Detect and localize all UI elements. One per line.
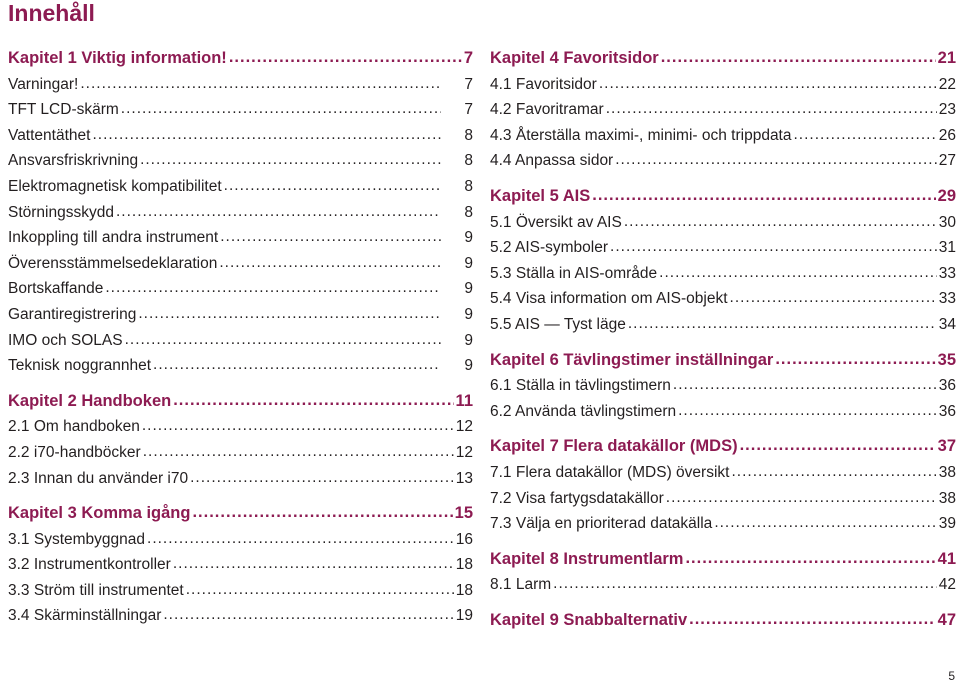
dot-leader — [219, 250, 441, 276]
dot-leader — [628, 311, 937, 337]
toc-entry[interactable] — [490, 312, 956, 338]
toc-entry-page: 18 — [455, 556, 473, 574]
toc-chapter-entry[interactable] — [490, 348, 956, 374]
toc-entry-page: 39 — [938, 515, 956, 533]
toc-entry-page: 23 — [938, 101, 956, 119]
dot-leader — [116, 199, 441, 225]
dot-leader — [714, 510, 936, 536]
dot-leader — [80, 71, 441, 97]
toc-entry[interactable] — [490, 148, 956, 174]
toc-chapter-entry[interactable] — [490, 46, 956, 72]
dot-leader — [731, 459, 936, 485]
toc-entry-page: 38 — [938, 489, 956, 507]
toc-entry-title: Kapitel 8 Instrumentlarm — [490, 549, 684, 568]
toc-entry-page: 8 — [464, 203, 473, 221]
dot-leader — [666, 485, 937, 511]
toc-entry-title: 2.2 i70-handböcker — [8, 443, 141, 461]
toc-entry-page: 18 — [455, 581, 473, 599]
toc-entry[interactable] — [8, 225, 473, 251]
toc-entry-page: 30 — [938, 213, 956, 231]
toc-entry-page: 21 — [937, 49, 956, 67]
toc-entry[interactable] — [490, 511, 956, 537]
dot-leader — [138, 301, 441, 327]
toc-entry[interactable] — [8, 148, 473, 174]
toc-entry-page: 8 — [464, 152, 473, 170]
toc-entry-title: 7.3 Välja en prioriterad datakälla — [490, 515, 713, 533]
toc-entry-title: 5.2 AIS-symboler — [490, 239, 609, 257]
toc-left-column — [8, 46, 473, 629]
toc-entry-page: 41 — [937, 549, 956, 568]
toc-entry-title: Varningar! — [8, 75, 79, 93]
toc-entry[interactable] — [8, 174, 473, 200]
dot-leader — [220, 224, 441, 250]
toc-entry[interactable] — [8, 251, 473, 277]
toc-entry-page: 9 — [464, 254, 473, 272]
toc-entry[interactable] — [8, 578, 473, 604]
toc-entry-title: 3.2 Instrumentkontroller — [8, 556, 171, 574]
toc-entry[interactable] — [8, 123, 473, 149]
dot-leader — [163, 602, 453, 628]
toc-entry-page: 9 — [464, 357, 473, 375]
toc-entry-title: 6.2 Använda tävlingstimern — [490, 402, 677, 420]
toc-entry-title: 3.3 Ström till instrumentet — [8, 581, 184, 599]
toc-entry[interactable] — [8, 414, 473, 440]
toc-entry-title: 7.2 Visa fartygsdatakällor — [490, 489, 664, 507]
dot-leader — [661, 45, 936, 71]
dot-leader — [624, 209, 937, 235]
toc-entry[interactable] — [490, 286, 956, 312]
toc-entry-title: Kapitel 5 AIS — [490, 186, 591, 205]
toc-entry-title: IMO och SOLAS — [8, 331, 123, 349]
toc-entry-page: 13 — [455, 469, 473, 487]
toc-entry[interactable] — [8, 527, 473, 553]
toc-entry[interactable] — [490, 97, 956, 123]
toc-entry-title: 4.2 Favoritramar — [490, 101, 604, 119]
toc-entry-page: 22 — [938, 75, 956, 93]
toc-right-column — [490, 46, 956, 633]
page-number: 5 — [948, 669, 955, 683]
toc-chapter-entry[interactable] — [8, 501, 473, 527]
toc-entry-title: Kapitel 6 Tävlingstimer inställningar — [490, 350, 774, 369]
dot-leader — [224, 173, 441, 199]
toc-entry[interactable] — [8, 353, 473, 379]
toc-chapter-entry[interactable] — [8, 389, 473, 415]
toc-entry-page: 9 — [464, 331, 473, 349]
toc-entry[interactable] — [490, 460, 956, 486]
toc-entry[interactable] — [8, 603, 473, 629]
toc-entry-page: 8 — [464, 177, 473, 195]
toc-chapter-entry[interactable] — [490, 184, 956, 210]
toc-chapter-entry[interactable] — [490, 608, 956, 634]
toc-entry-title: 3.1 Systembyggnad — [8, 530, 146, 548]
dot-leader — [192, 500, 452, 526]
dot-leader — [730, 285, 937, 311]
toc-entry-title: 4.4 Anpassa sidor — [490, 152, 614, 170]
dot-leader — [610, 234, 937, 260]
toc-entry-page: 35 — [937, 350, 956, 369]
dot-leader — [173, 551, 454, 577]
dot-leader — [153, 352, 441, 378]
toc-entry[interactable] — [490, 72, 956, 98]
toc-chapter-entry[interactable] — [490, 547, 956, 573]
toc-entry-page: 7 — [464, 101, 473, 119]
toc-entry-title: Ansvarsfriskrivning — [8, 152, 139, 170]
toc-entry-page: 33 — [938, 264, 956, 282]
dot-leader — [121, 96, 441, 122]
dot-leader — [592, 183, 935, 209]
dot-leader — [190, 465, 454, 491]
toc-entry-page: 47 — [937, 610, 956, 629]
dot-leader — [775, 347, 935, 373]
toc-entry-title: Bortskaffande — [8, 280, 104, 298]
toc-entry-page: 33 — [938, 290, 956, 308]
toc-entry-page: 8 — [464, 126, 473, 144]
dot-leader — [105, 275, 441, 301]
toc-entry[interactable] — [8, 552, 473, 578]
toc-entry-title: Teknisk noggrannhet — [8, 357, 152, 375]
dot-leader — [147, 526, 454, 552]
toc-entry-page: 29 — [937, 186, 956, 205]
dot-leader — [186, 577, 454, 603]
toc-entry[interactable] — [490, 572, 956, 598]
toc-entry-title: Kapitel 2 Handboken — [8, 391, 172, 410]
toc-entry-page: 36 — [938, 377, 956, 395]
toc-chapter-entry[interactable] — [490, 434, 956, 460]
toc-entry-title: Kapitel 1 Viktig information! — [8, 49, 227, 67]
toc-entry-title: TFT LCD-skärm — [8, 101, 119, 119]
toc-entry[interactable] — [490, 123, 956, 149]
dot-leader — [740, 433, 936, 459]
toc-entry-page: 27 — [938, 152, 956, 170]
toc-entry[interactable] — [490, 210, 956, 236]
toc-entry-page: 11 — [455, 391, 473, 410]
toc-entry-page: 15 — [454, 504, 473, 523]
toc-entry-title: Överensstämmelsedeklaration — [8, 254, 218, 272]
dot-leader — [125, 327, 441, 353]
toc-entry-title: Kapitel 9 Snabbalternativ — [490, 610, 688, 629]
dot-leader — [143, 439, 454, 465]
toc-entry[interactable] — [8, 72, 473, 98]
toc-entry-title: Kapitel 7 Flera datakällor (MDS) — [490, 437, 738, 456]
dot-leader — [689, 607, 936, 633]
dot-leader — [685, 546, 935, 572]
toc-entry[interactable] — [490, 261, 956, 287]
toc-entry[interactable] — [8, 466, 473, 492]
toc-entry[interactable] — [490, 235, 956, 261]
toc-entry-page: 34 — [938, 315, 956, 333]
toc-entry-title: 2.1 Om handboken — [8, 418, 140, 436]
toc-entry-page: 37 — [937, 437, 956, 456]
toc-entry-title: 5.5 AIS — Tyst läge — [490, 315, 626, 333]
toc-entry[interactable] — [8, 276, 473, 302]
dot-leader — [615, 147, 937, 173]
dot-leader — [553, 571, 937, 597]
toc-entry-page: 9 — [464, 280, 473, 298]
toc-entry-title: 7.1 Flera datakällor (MDS) översikt — [490, 463, 730, 481]
toc-entry[interactable] — [8, 328, 473, 354]
toc-entry-title: Elektromagnetisk kompatibilitet — [8, 177, 222, 195]
toc-entry-title: 3.4 Skärminställningar — [8, 607, 162, 625]
toc-entry-title: 6.1 Ställa in tävlingstimern — [490, 377, 671, 395]
toc-entry-page: 36 — [938, 402, 956, 420]
dot-leader — [606, 96, 937, 122]
toc-entry-title: Inkoppling till andra instrument — [8, 229, 219, 247]
toc-entry[interactable] — [490, 399, 956, 425]
toc-entry-title: 2.3 Innan du använder i70 — [8, 469, 189, 487]
toc-chapter-entry[interactable] — [8, 46, 473, 72]
toc-entry-title: 5.3 Ställa in AIS-område — [490, 264, 658, 282]
dot-leader — [794, 122, 937, 148]
toc-entry-page: 7 — [463, 49, 473, 67]
toc-entry-title: Kapitel 4 Favoritsidor — [490, 49, 659, 67]
toc-entry[interactable] — [8, 302, 473, 328]
toc-entry-title: 5.4 Visa information om AIS-objekt — [490, 290, 728, 308]
toc-entry-page: 19 — [455, 607, 473, 625]
toc-entry[interactable] — [490, 373, 956, 399]
toc-entry-page: 12 — [455, 443, 473, 461]
toc-entry-title: Garantiregistrering — [8, 305, 137, 323]
toc-entry[interactable] — [8, 97, 473, 123]
toc-entry-title: Kapitel 3 Komma igång — [8, 504, 191, 523]
toc-entry-title: Störningsskydd — [8, 203, 114, 221]
page-title: Innehåll — [8, 0, 95, 26]
toc-entry-page: 9 — [464, 305, 473, 323]
dot-leader — [659, 260, 937, 286]
toc-entry-title: 5.1 Översikt av AIS — [490, 213, 622, 231]
dot-leader — [678, 398, 937, 424]
dot-leader — [229, 45, 462, 71]
toc-entry-page: 9 — [464, 229, 473, 247]
toc-entry-page: 16 — [455, 530, 473, 548]
toc-entry-title: 4.1 Favoritsidor — [490, 75, 597, 93]
toc-entry-page: 31 — [938, 239, 956, 257]
toc-entry-page: 12 — [455, 418, 473, 436]
dot-leader — [173, 388, 453, 414]
toc-entry-page: 42 — [938, 576, 956, 594]
toc-entry[interactable] — [490, 486, 956, 512]
dot-leader — [92, 122, 441, 148]
dot-leader — [599, 71, 937, 97]
toc-entry-title: 4.3 Återställa maximi-, minimi- och trippdata — [490, 126, 792, 144]
dot-leader — [142, 413, 454, 439]
toc-entry-title: Vattentäthet — [8, 126, 91, 144]
toc-entry-page: 26 — [938, 126, 956, 144]
toc-entry-title: 8.1 Larm — [490, 576, 552, 594]
dot-leader — [673, 372, 937, 398]
dot-leader — [140, 147, 441, 173]
toc-entry-page: 38 — [938, 463, 956, 481]
toc-entry[interactable] — [8, 440, 473, 466]
toc-entry-page: 7 — [464, 75, 473, 93]
toc-entry[interactable] — [8, 200, 473, 226]
